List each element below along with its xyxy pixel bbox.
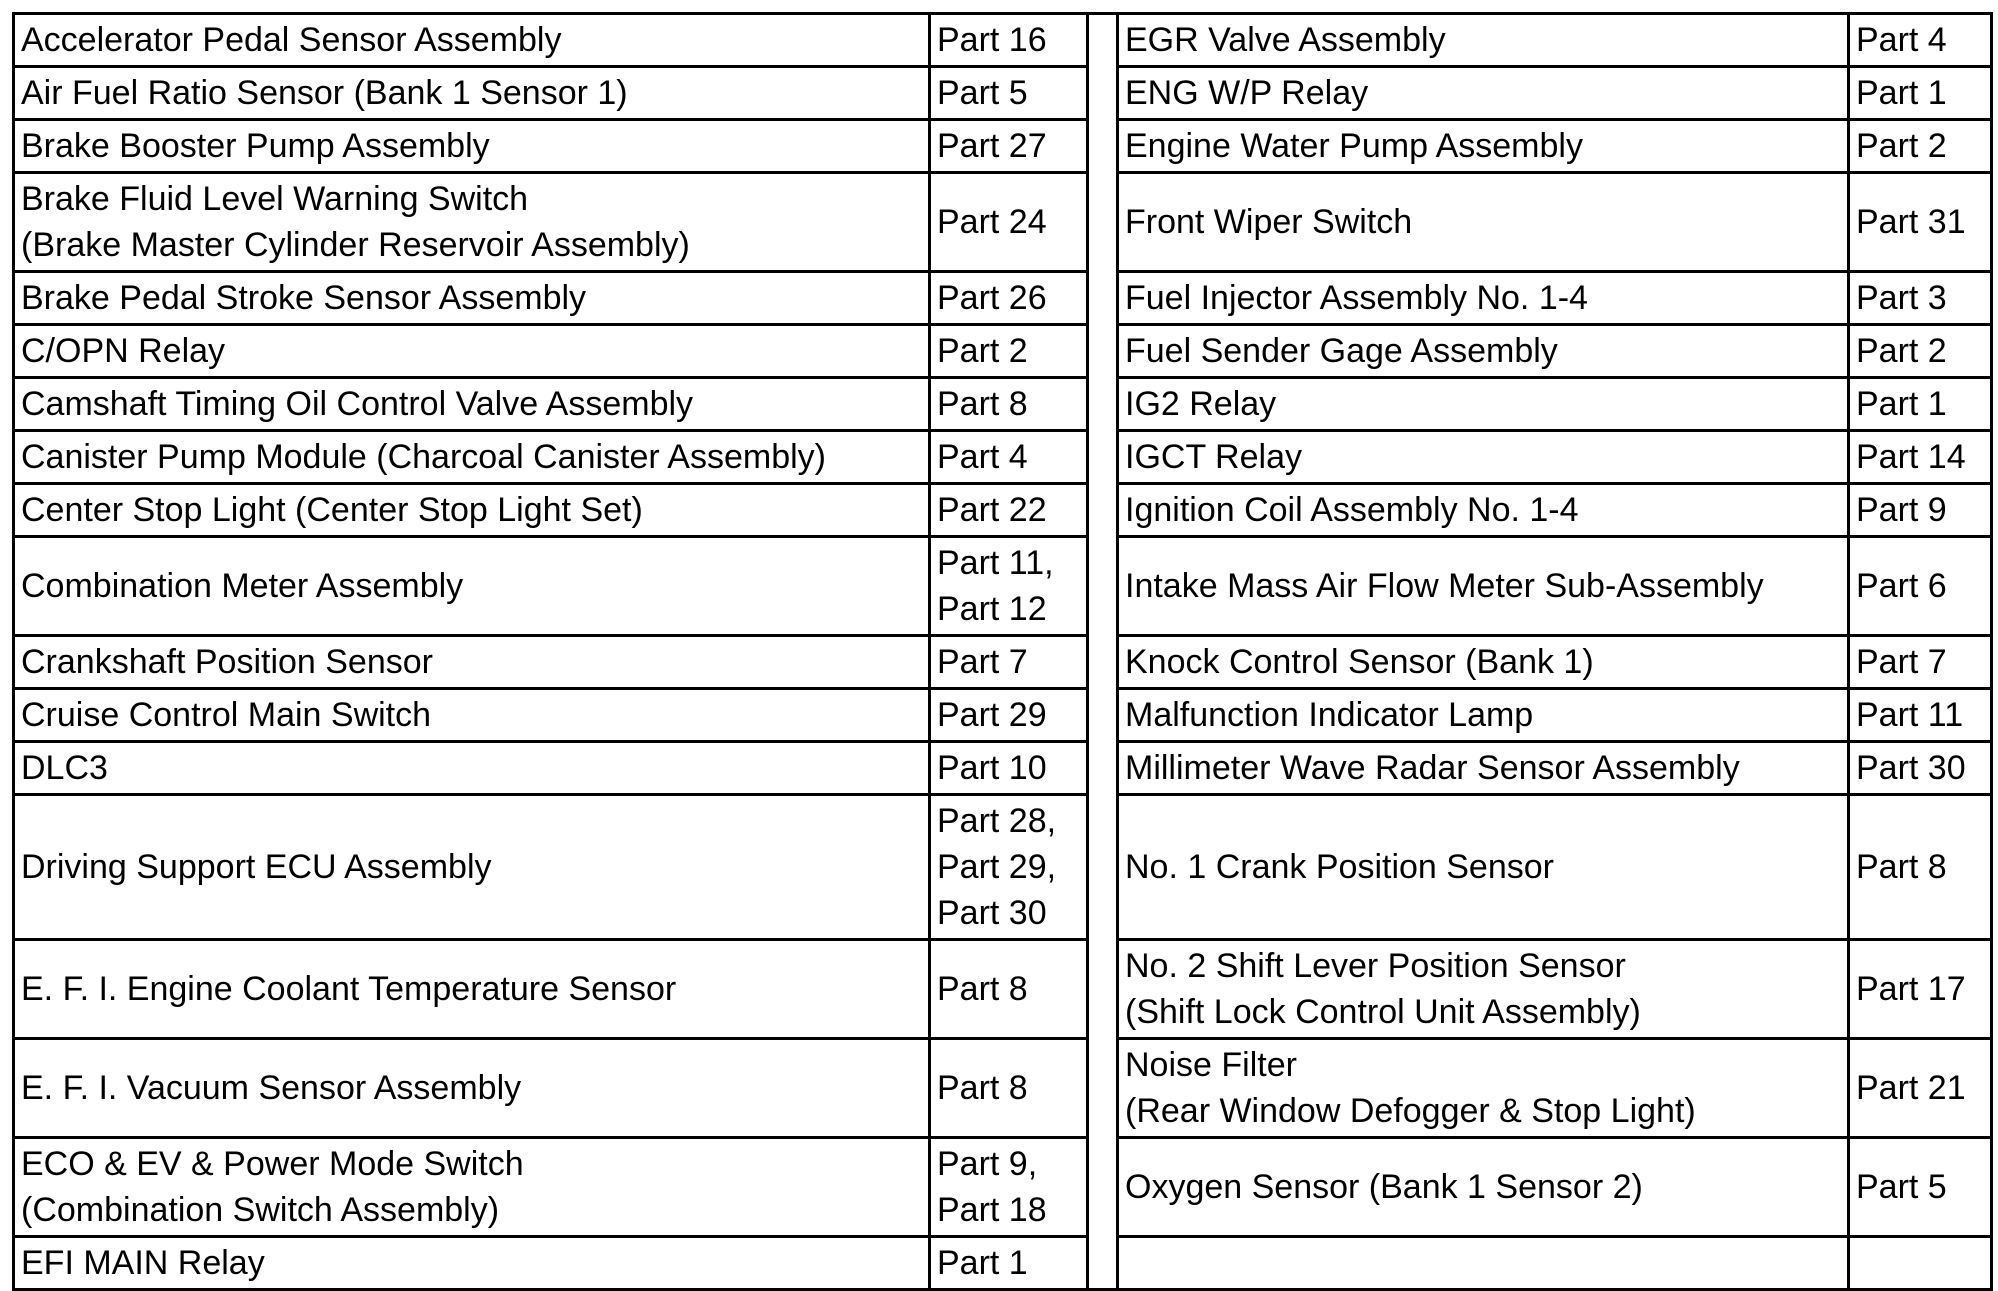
table-row	[14, 14, 1992, 67]
right-part-ref: Part 2	[1849, 325, 1992, 378]
right-part-ref: Part 30	[1849, 742, 1992, 795]
left-part-ref: Part 11, Part 12	[930, 537, 1088, 636]
right-part-ref: Part 1	[1849, 67, 1992, 120]
right-component-name: Knock Control Sensor (Bank 1)	[1118, 636, 1849, 689]
right-component-name: Intake Mass Air Flow Meter Sub-Assembly	[1118, 537, 1849, 636]
column-gap	[1088, 14, 1118, 67]
right-part-ref: Part 1	[1849, 378, 1992, 431]
left-component-name: Brake Pedal Stroke Sensor Assembly	[14, 272, 930, 325]
left-component-name: Cruise Control Main Switch	[14, 689, 930, 742]
table-row	[14, 795, 1992, 940]
right-component-name: Oxygen Sensor (Bank 1 Sensor 2)	[1118, 1138, 1849, 1237]
right-part-ref: Part 5	[1849, 1138, 1992, 1237]
column-gap	[1088, 378, 1118, 431]
table-row	[14, 272, 1992, 325]
table-row	[14, 67, 1992, 120]
left-part-ref: Part 26	[930, 272, 1088, 325]
table-row	[14, 378, 1992, 431]
parts-location-table	[12, 12, 1993, 1291]
column-gap	[1088, 1138, 1118, 1237]
left-part-ref: Part 8	[930, 1039, 1088, 1138]
left-component-name: Air Fuel Ratio Sensor (Bank 1 Sensor 1)	[14, 67, 930, 120]
left-component-name: Driving Support ECU Assembly	[14, 795, 930, 940]
table-row	[14, 325, 1992, 378]
left-component-name: Camshaft Timing Oil Control Valve Assembly	[14, 378, 930, 431]
right-part-ref: Part 6	[1849, 537, 1992, 636]
right-part-ref: Part 2	[1849, 120, 1992, 173]
right-component-name: IG2 Relay	[1118, 378, 1849, 431]
right-component-name: Engine Water Pump Assembly	[1118, 120, 1849, 173]
right-part-ref: Part 21	[1849, 1039, 1992, 1138]
table-row	[14, 689, 1992, 742]
left-part-ref: Part 4	[930, 431, 1088, 484]
table-row	[14, 537, 1992, 636]
column-gap	[1088, 272, 1118, 325]
left-component-name: DLC3	[14, 742, 930, 795]
right-part-ref: Part 31	[1849, 173, 1992, 272]
column-gap	[1088, 325, 1118, 378]
table-row	[14, 173, 1992, 272]
table-row	[14, 1039, 1992, 1138]
left-part-ref: Part 10	[930, 742, 1088, 795]
column-gap	[1088, 120, 1118, 173]
right-part-ref: Part 11	[1849, 689, 1992, 742]
right-component-name: Fuel Sender Gage Assembly	[1118, 325, 1849, 378]
left-component-name: C/OPN Relay	[14, 325, 930, 378]
left-part-ref: Part 24	[930, 173, 1088, 272]
right-component-name: IGCT Relay	[1118, 431, 1849, 484]
right-part-ref	[1849, 1237, 1992, 1290]
left-component-name: Canister Pump Module (Charcoal Canister Assembly)	[14, 431, 930, 484]
table-row	[14, 742, 1992, 795]
right-component-name: No. 2 Shift Lever Position Sensor (Shift Lock Control Unit Assembly)	[1118, 940, 1849, 1039]
right-component-name: Fuel Injector Assembly No. 1-4	[1118, 272, 1849, 325]
left-component-name: Brake Booster Pump Assembly	[14, 120, 930, 173]
right-part-ref: Part 9	[1849, 484, 1992, 537]
left-part-ref: Part 9, Part 18	[930, 1138, 1088, 1237]
right-part-ref: Part 14	[1849, 431, 1992, 484]
column-gap	[1088, 636, 1118, 689]
right-component-name: ENG W/P Relay	[1118, 67, 1849, 120]
left-part-ref: Part 1	[930, 1237, 1088, 1290]
table-row	[14, 1138, 1992, 1237]
column-gap	[1088, 537, 1118, 636]
left-component-name: E. F. I. Engine Coolant Temperature Sensor	[14, 940, 930, 1039]
right-component-name: Noise Filter (Rear Window Defogger & Stop Light)	[1118, 1039, 1849, 1138]
right-component-name: Front Wiper Switch	[1118, 173, 1849, 272]
left-part-ref: Part 28, Part 29, Part 30	[930, 795, 1088, 940]
right-part-ref: Part 7	[1849, 636, 1992, 689]
left-part-ref: Part 16	[930, 14, 1088, 67]
right-component-name	[1118, 1237, 1849, 1290]
left-part-ref: Part 7	[930, 636, 1088, 689]
column-gap	[1088, 67, 1118, 120]
right-part-ref: Part 4	[1849, 14, 1992, 67]
left-component-name: Combination Meter Assembly	[14, 537, 930, 636]
left-part-ref: Part 8	[930, 378, 1088, 431]
left-component-name: Crankshaft Position Sensor	[14, 636, 930, 689]
right-component-name: Millimeter Wave Radar Sensor Assembly	[1118, 742, 1849, 795]
column-gap	[1088, 1237, 1118, 1290]
left-component-name: EFI MAIN Relay	[14, 1237, 930, 1290]
left-part-ref: Part 27	[930, 120, 1088, 173]
left-component-name: Brake Fluid Level Warning Switch (Brake Master Cylinder Reservoir Assembly)	[14, 173, 930, 272]
table-row	[14, 636, 1992, 689]
table-row	[14, 1237, 1992, 1290]
left-part-ref: Part 8	[930, 940, 1088, 1039]
column-gap	[1088, 484, 1118, 537]
column-gap	[1088, 431, 1118, 484]
right-component-name: EGR Valve Assembly	[1118, 14, 1849, 67]
left-part-ref: Part 2	[930, 325, 1088, 378]
table-row	[14, 431, 1992, 484]
right-part-ref: Part 8	[1849, 795, 1992, 940]
column-gap	[1088, 1039, 1118, 1138]
table-row	[14, 120, 1992, 173]
right-component-name: Malfunction Indicator Lamp	[1118, 689, 1849, 742]
right-component-name: No. 1 Crank Position Sensor	[1118, 795, 1849, 940]
column-gap	[1088, 795, 1118, 940]
right-part-ref: Part 3	[1849, 272, 1992, 325]
column-gap	[1088, 940, 1118, 1039]
table-row	[14, 940, 1992, 1039]
left-part-ref: Part 5	[930, 67, 1088, 120]
right-part-ref: Part 17	[1849, 940, 1992, 1039]
column-gap	[1088, 173, 1118, 272]
left-component-name: Center Stop Light (Center Stop Light Set)	[14, 484, 930, 537]
column-gap	[1088, 689, 1118, 742]
column-gap	[1088, 742, 1118, 795]
table-row	[14, 484, 1992, 537]
left-part-ref: Part 22	[930, 484, 1088, 537]
left-component-name: ECO & EV & Power Mode Switch (Combination Switch Assembly)	[14, 1138, 930, 1237]
left-part-ref: Part 29	[930, 689, 1088, 742]
right-component-name: Ignition Coil Assembly No. 1-4	[1118, 484, 1849, 537]
left-component-name: E. F. I. Vacuum Sensor Assembly	[14, 1039, 930, 1138]
left-component-name: Accelerator Pedal Sensor Assembly	[14, 14, 930, 67]
